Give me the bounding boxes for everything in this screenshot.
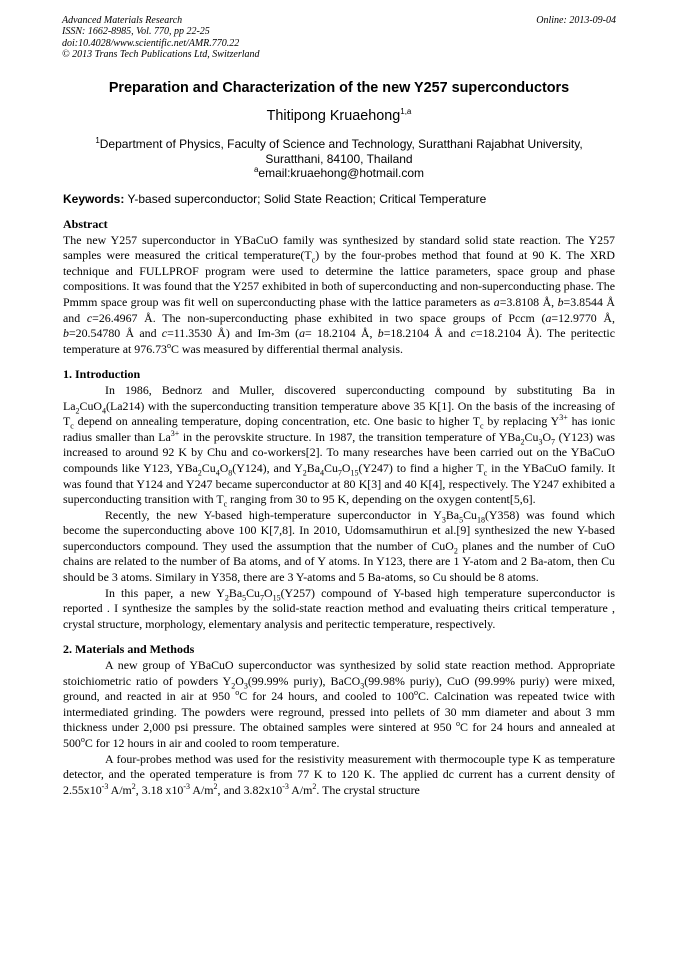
methods-heading: 2. Materials and Methods: [63, 642, 195, 657]
author: [0, 108, 678, 124]
affiliation: [60, 137, 618, 181]
keywords: [63, 192, 616, 206]
author-name: Thitipong Kruaehong: [266, 108, 401, 124]
affiliation-mark: 1: [95, 136, 100, 145]
intro-paragraph-1: In 1986, Bednorz and Muller, discovered superconducting compound by substituting Ba in $La_2CuO_4(La214)$ with the superconducting transition temperature above 35 K[1]. On the basis of the increasing of $T_c$ depend on annealing temperature, doping concentration, etc. One basic to higher $T_c$ by replacing $Y^{3+}$ has ionic radius smaller than $La^{3+}$ in the perovskite structure. In 1987, the transition temperature of $YBa_2Cu_3O_7$ (Y123) was increased to around 92 K by Chu and co-workers[2]. To many researches have been carried out on the YBaCuO compounds like Y123, $YBa_2Cu_4O_8(Y124)$, and $Y_2Ba_4Cu_7O_{15}(Y247)$ to find a higher $T_c$ in the YBaCuO family. It was found that Y124 and Y247 became superconductor at 80 K[3] and 40 K[4], respectively. The Y247 exhibited a superconducting transition with $T_c$ ranging from 30 to 95 K, depending on the oxygen content[5,6].: [63, 382, 616, 509]
email-mark: a: [253, 165, 259, 174]
affiliation-line-2: Suratthani, 84100, Thailand: [265, 151, 413, 166]
keywords-text: Y-based superconductor; Solid State Reaction; Critical Temperature: [124, 192, 487, 206]
abstract-heading: Abstract: [63, 217, 108, 231]
online-date: Online: 2013-09-04: [536, 15, 616, 26]
doi: doi:10.4028/www.scientific.net/AMR.770.22: [62, 37, 240, 49]
email[interactable]: email:kruaehong@hotmail.com: [258, 166, 425, 180]
affiliation-line-1: Department of Physics, Faculty of Science and Technology, Suratthani Rajabhat University,: [99, 137, 583, 151]
methods-paragraph-1: A new group of YBaCuO superconductor was synthesized by solid state reaction method. Appropriate stoichiometric ratio of powders $Y_2O_3(99.99\%$ puriy), BaCO$_3$(99.98% puriy), CuO (99.99% puriy) were mixed, ground, and reacted in air at 950 $^o$C for 24 hours, and cooled to 100$^o$C. Calcination was repeated twice with intermediated grinding. The powders were reground, pressed into pellets of 30 mm diameter and about 3 mm thickness under 2,000 psi pressure. The obtained samples were sintered at 950 $^o$C for 24 hours and annealed at 500$^o$C for 12 hours in air and cooled to room temperature.: [63, 658, 615, 750]
abstract-paragraph: The new Y257 superconductor in YBaCuO family was synthesized by standard solid state reaction. The Y257 samples were measured the critical $temperature(T_c)$ by the four-probes method that found at 90 K. The XRD technique and FULLPROF program were used to determine the lattice parameters, space group and phase compositions. It was found that the Y257 exhibited in both of superconducting and non-superconducting phase. The Pmmm space group was fit well on superconducting phase with the lattice parameters as a=3.8108 Å, b=3.8544 Å and c=26.4967 Å. The non-superconducting phase exhibited in two space groups of Pccm (a=12.9770 Å, b=20.54780 Å and c=11.3530 Å) and Im-3m (a= 18.2104 Å, b=18.2104 Å and c=18.2104 Å). The peritectic temperature at 976.73$^o$C was measured by differential thermal analysis.: [63, 232, 616, 356]
journal-name: Advanced Materials Research: [62, 15, 183, 26]
body-text: [63, 217, 615, 798]
paper-title: Preparation and Characterization of the new Y257 superconductors: [108, 80, 570, 96]
issn: ISSN: 1662-8985, Vol. 770, pp 22-25: [62, 26, 210, 38]
intro-paragraph-2: Recently, the new Y-based high-temperature superconductor in $Y_3Ba_5Cu_{18}(Y358)$ was found which become the superconducting above 100 K[7,8]. In 2010, Udomsamuthirun et al.[9] synthesized the new Y-based superconductors compound. They used the assumption that the number of CuO$_2$ planes and the number of CuO chains are related to the number of Ba atoms, and of Y atoms. In Y123, there are 1 Y-atom and 2 Ba-atom, then Cu should be 3 atoms. Similary in Y358, there are 3 Y-atoms and 5 Ba-atoms, so Cu should be 8 atoms.: [63, 507, 615, 585]
intro-heading: 1. Introduction: [63, 367, 141, 382]
copyright: © 2013 Trans Tech Publications Ltd, Switzerland: [62, 48, 260, 60]
keywords-label: Keywords:: [63, 192, 125, 206]
journal-header: [62, 15, 616, 60]
author-marks: 1,a: [400, 107, 412, 117]
intro-paragraph-3: In this paper, a new $Y_2Ba_5Cu_7O_{15}(Y257)$ compound of Y-based high temperature superconductor is reported . I synthesize the samples by the solid-state reaction method and evaluating theirs critical temperature , crystal structure, morphology, elementary analysis and peritectic temperature, respectively.: [63, 585, 615, 631]
methods-paragraph-2: A four-probes method was used for the resistivity measurement with thermocouple type K as temperature detector, and the operated temperature is from 77 K to 120 K. The applied dc current has a current density of $2.55x10^{-3}$ $A/m^2$, 3.18 $x10^{-3}$ $A/m^2$, and $3.82x10^{-3}$ $A/m^2$. The crystal structure: [63, 751, 615, 797]
